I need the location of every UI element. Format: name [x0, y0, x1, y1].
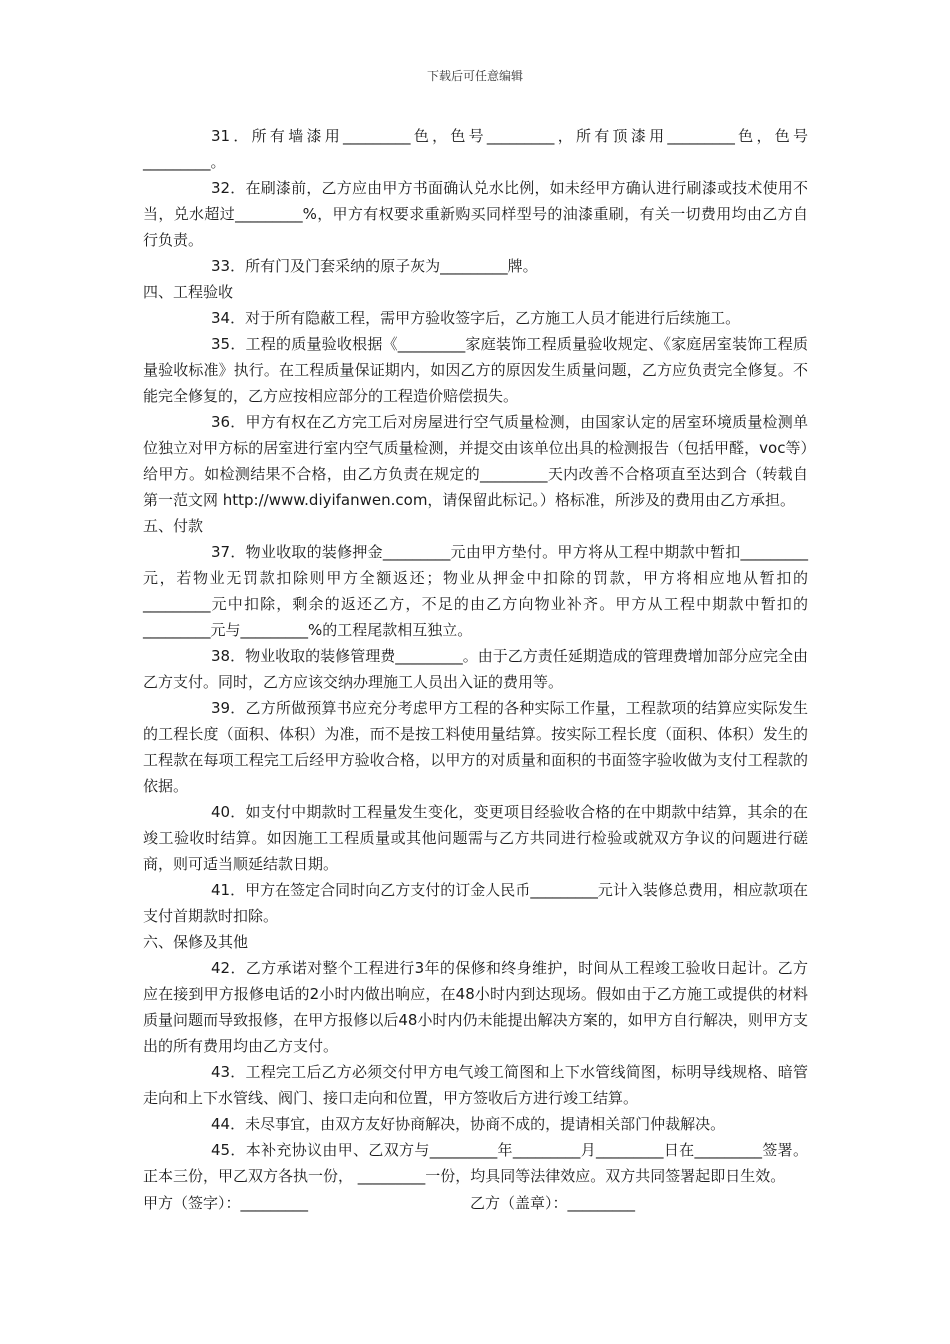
signature-row — [143, 1190, 808, 1216]
clause-35: 35．工程的质量验收根据《_________家庭装饰工程质量验收规定、《家庭居室装饰工程质量验收标准》执行。在工程质量保证期内，如因乙方的原因发生质量问题，乙方应负责完全修复。不能完全修复的，乙方应按相应部分的工程造价赔偿损失。 — [143, 335, 808, 405]
clause-34: 34．对于所有隐蔽工程，需甲方验收签字后，乙方施工人员才能进行后续施工。 — [211, 309, 741, 327]
clause-38: 38．物业收取的装修管理费_________。由于乙方责任延期造成的管理费增加部分应完全由乙方支付。同时，乙方应该交纳办理施工人员出入证的费用等。 — [143, 647, 808, 691]
contract-body — [143, 123, 808, 1216]
clause-37: 37．物业收取的装修押金_________元由甲方垫付。甲方将从工程中期款中暂扣_________元，若物业无罚款扣除则甲方全额返还；物业从押金中扣除的罚款，甲方将相应地从暂扣的_________元中扣除，剩余的返还乙方，不足的由乙方向物业补齐。甲方从工程中期款中暂扣的_________元与_________%的工程尾款相互独立。 — [143, 543, 808, 639]
clause-33: 33．所有门及门套采纳的原子灰为_________牌。 — [211, 257, 538, 275]
page-header: 下载后可任意编辑 — [426, 69, 523, 83]
clause-39: 39．乙方所做预算书应充分考虑甲方工程的各种实际工作量，工程款项的结算应实际发生的工程长度（面积、体积）为准，而不是按工料使用量结算。按实际工程长度（面积、体积）发生的工程款在每项工程完工后经甲方验收合格，以甲方的对质量和面积的书面签字验收做为支付工程款的依据。 — [143, 699, 808, 795]
clause-42: 42．乙方承诺对整个工程进行3年的保修和终身维护，时间从工程竣工验收日起计。乙方应在接到甲方报修电话的2小时内做出响应，在48小时内到达现场。假如由于乙方施工或提供的材料质量问题而导致报修，在甲方报修以后48小时内仍未能提出解决方案的，如甲方自行解决，则甲方支出的所有费用均由乙方支付。 — [143, 959, 808, 1055]
clause-40: 40．如支付中期款时工程量发生变化，变更项目经验收合格的在中期款中结算，其余的在竣工验收时结算。如因施工工程质量或其他问题需与乙方共同进行检验或就双方争议的问题进行磋商，则可适当顺延结款日期。 — [143, 803, 808, 873]
party-a-signature: 甲方（签字）：_________ — [143, 1194, 309, 1212]
clause-31: 31．所有墙漆用_________色，色号_________，所有顶漆用_________色，色号_________。 — [143, 127, 808, 171]
section-heading-payment: 五、付款 — [143, 517, 204, 535]
clause-43: 43．工程完工后乙方必须交付甲方电气竣工简图和上下水管线简图，标明导线规格、暗管走向和上下水管线、阀门、接口走向和位置，甲方签收后方进行竣工结算。 — [143, 1063, 808, 1107]
clause-45: 45．本补充协议由甲、乙双方与_________年_________月_________日在_________签署。正本三份，甲乙双方各执一份， _________一份，均具同等法律效应。双方共同签署起即日生效。 — [143, 1141, 808, 1185]
section-heading-warranty: 六、保修及其他 — [143, 933, 249, 951]
section-heading-acceptance: 四、工程验收 — [143, 283, 234, 301]
clause-36: 36．甲方有权在乙方完工后对房屋进行空气质量检测，由国家认定的居室环境质量检测单位独立对甲方标的居室进行室内空气质量检测，并提交由该单位出具的检测报告（包括甲醛，voc等）给甲方。如检测结果不合格，由乙方负责在规定的_________天内改善不合格项直至达到合（转载自第一范文网 http://www.diyifanwen.com，请保留此标记。）格标准，所涉及的费用由乙方承担。 — [143, 413, 808, 509]
clause-32: 32．在刷漆前，乙方应由甲方书面确认兑水比例，如未经甲方确认进行刷漆或技术使用不当，兑水超过_________%，甲方有权要求重新购买同样型号的油漆重刷，有关一切费用均由乙方自行负责。 — [143, 179, 808, 249]
party-b-signature: 乙方（盖章）：_________ — [470, 1194, 636, 1212]
clause-41: 41．甲方在签定合同时向乙方支付的订金人民币_________元计入装修总费用，相应款项在支付首期款时扣除。 — [143, 881, 808, 925]
clause-44: 44．未尽事宜，由双方友好协商解决，协商不成的，提请相关部门仲裁解决。 — [211, 1115, 726, 1133]
